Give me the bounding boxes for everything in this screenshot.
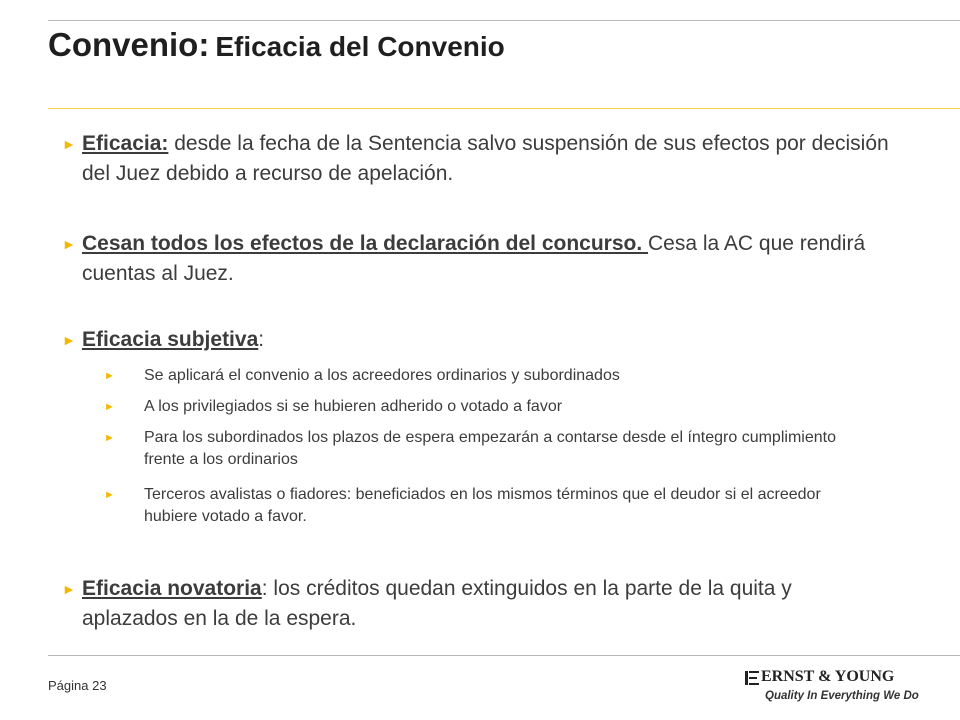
page-number: Página 23 bbox=[48, 678, 107, 693]
bullet-lead: Eficacia: bbox=[82, 132, 169, 155]
bullet-body: : bbox=[258, 328, 265, 351]
title-sub: Eficacia del Convenio bbox=[215, 31, 505, 62]
subbullet-item bbox=[104, 427, 874, 471]
top-divider bbox=[48, 20, 960, 21]
subbullet-text: Para los subordinados los plazos de espera empezarán a contarse desde el íntegro cumplimiento frente a los ordinarios bbox=[144, 429, 836, 468]
bullet-text bbox=[82, 574, 892, 634]
bullet-arrow-icon: ► bbox=[62, 332, 76, 348]
bullet-body: : los créditos quedan extinguidos en la parte de la quita y aplazados en la de la espera. bbox=[82, 577, 792, 630]
title-main: Convenio: bbox=[48, 26, 210, 63]
bullet-lead: Eficacia novatoria bbox=[82, 577, 262, 600]
title-underline bbox=[48, 108, 960, 109]
subbullet-arrow-icon: ► bbox=[104, 489, 115, 501]
subbullet-text: Terceros avalistas o fiadores: beneficiados en los mismos términos que el deudor si el acreedor hubiere votado a favor. bbox=[144, 486, 821, 525]
page-title bbox=[48, 26, 505, 64]
bullet-lead: Eficacia subjetiva bbox=[82, 328, 259, 351]
subbullet-arrow-icon: ► bbox=[104, 432, 115, 444]
bullet-cesan-efectos bbox=[62, 229, 892, 289]
bullet-text bbox=[82, 129, 892, 189]
subbullet-arrow-icon: ► bbox=[104, 401, 115, 413]
subbullet-text: Se aplicará el convenio a los acreedores ordinarios y subordinados bbox=[144, 367, 620, 384]
footer-divider bbox=[48, 655, 960, 656]
ey-mark-icon bbox=[745, 670, 759, 686]
logo-name: ERNST & YOUNG bbox=[761, 668, 895, 685]
subbullet-item bbox=[104, 396, 874, 418]
bullet-arrow-icon: ► bbox=[62, 236, 76, 252]
ernst-young-logo bbox=[745, 668, 919, 710]
subbullet-item bbox=[104, 484, 874, 528]
subbullet-arrow-icon: ► bbox=[104, 370, 115, 382]
bullet-body: Cesa la AC que rendirá cuentas al Juez. bbox=[82, 232, 866, 285]
subbullet-text: A los privilegiados si se hubieren adherido o votado a favor bbox=[144, 398, 563, 415]
bullet-eficacia bbox=[62, 129, 892, 189]
bullet-text bbox=[82, 325, 892, 355]
subbullet-item bbox=[104, 365, 874, 387]
logo-tagline: Quality In Everything We Do bbox=[765, 690, 919, 702]
bullet-eficacia-novatoria bbox=[62, 574, 892, 634]
bullet-arrow-icon: ► bbox=[62, 581, 76, 597]
bullet-body: desde la fecha de la Sentencia salvo suspensión de sus efectos por decisión del Juez debido a recurso de apelación. bbox=[82, 132, 889, 185]
bullet-eficacia-subjetiva bbox=[62, 325, 892, 355]
bullet-lead: Cesan todos los efectos de la declaración del concurso. bbox=[82, 232, 649, 255]
bullet-text bbox=[82, 229, 892, 289]
bullet-arrow-icon: ► bbox=[62, 136, 76, 152]
